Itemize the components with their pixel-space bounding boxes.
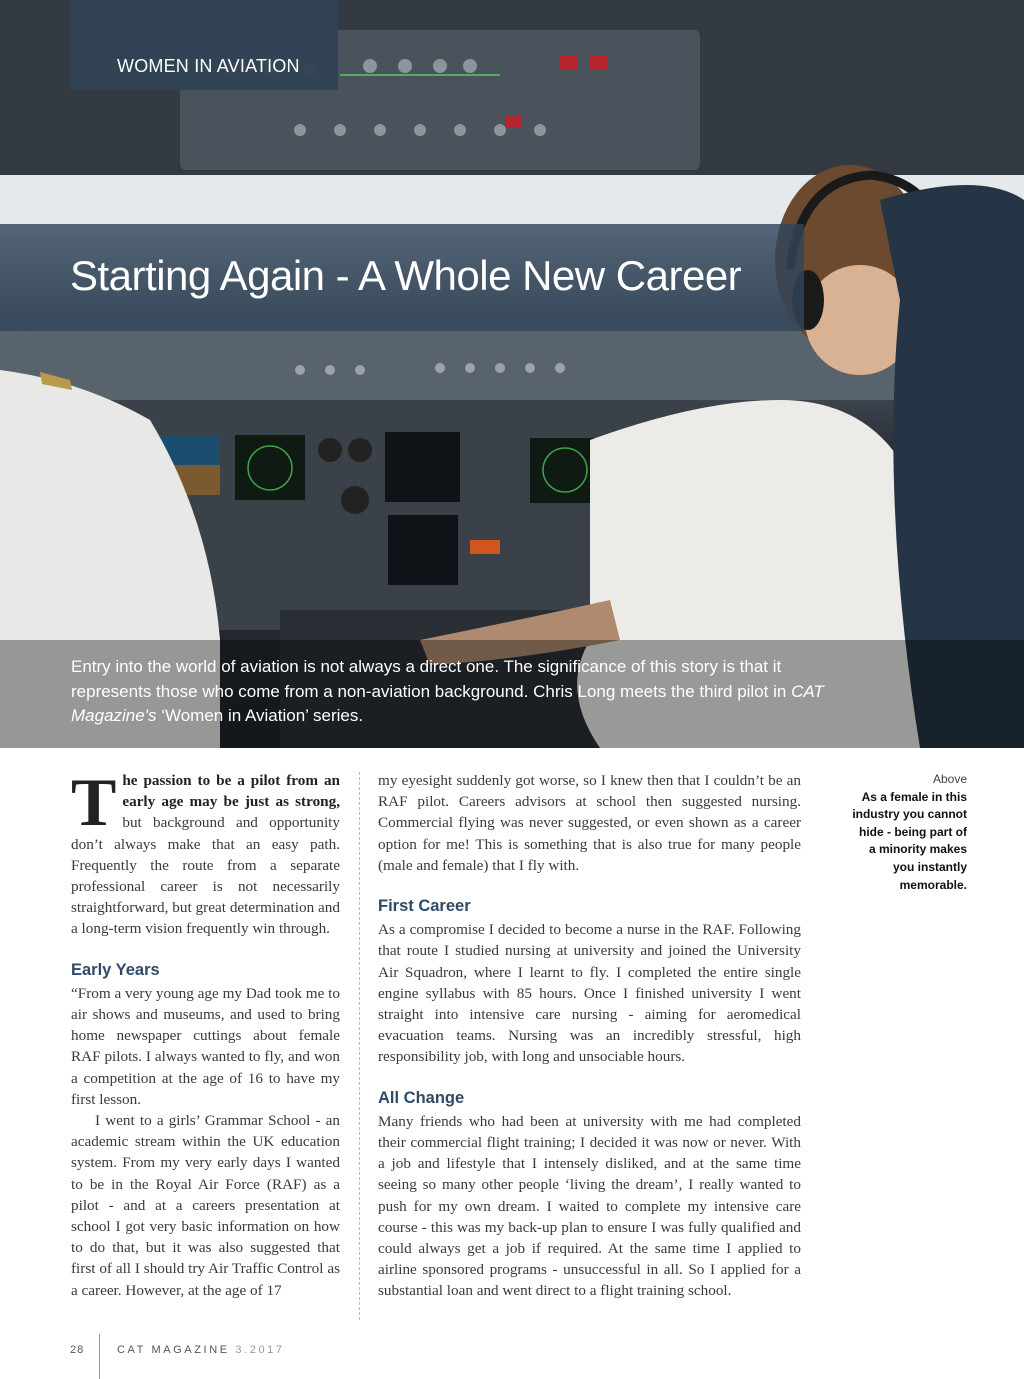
magazine-name: CAT MAGAZINE [117, 1344, 230, 1356]
section-label: WOMEN IN AVIATION [117, 56, 300, 76]
standfirst-magazine: CAT Magazine's [71, 681, 824, 725]
body-paragraph: my eyesight suddenly got worse, so I knew then that I couldn’t be an RAF pilot. Careers advisors at school then suggested nursing. Commercial flying was never suggested, or even shown as a career option for me! This is something that is also true for many people (male and female) that I fly with. [378, 772, 801, 874]
standfirst-author: Chris Long [533, 681, 616, 701]
subhead-early-years: Early Years [71, 960, 160, 979]
page-number: 28 [70, 1344, 85, 1356]
magazine-issue: 3.2017 [235, 1344, 285, 1356]
lead-paragraph [71, 764, 340, 940]
subhead-all-change: All Change [378, 1088, 465, 1107]
lead-text: but background and opportunity don’t always make that an easy path. Frequently the route from a separate professional career is not necessarily straightforward, but great determination and a long-term vision frequently win through. [71, 814, 340, 938]
headline: Starting Again - A Whole New Career [70, 252, 742, 299]
body-paragraph: “From a very young age my Dad took me to air shows and museums, and used to bring home newspaper cuttings about female RAF pilots. I always wanted to fly, and won a competition at the age of 16 to have my first lesson. [71, 984, 340, 1108]
photo-caption [850, 771, 967, 894]
lead-bold-text: he passion to be a pilot from an early age may be just as strong, [122, 772, 340, 811]
standfirst-text: ‘Women in Aviation’ series. [156, 706, 364, 725]
column-divider [359, 772, 360, 1320]
column-2 [378, 770, 801, 1302]
body-paragraph: As a compromise I decided to become a nurse in the RAF. Following that route I studied nursing at university and joined the University Air Squadron, where I learnt to fly. I completed the entire single engine syllabus with 85 hours. Once I finished university I went straight into intensive care nursing - aiming for aeromedical evacuation teams. Nursing was an incredibly stressful, high responsibility job, with long and unsociable hours. [378, 921, 801, 1066]
caption-label: Above [932, 772, 967, 786]
body-paragraph: Many friends who had been at university with me had completed their commercial flight training; I decided it was now or never. With a job and lifestyle that I intensely disliked, and at the same time seeing so many other people ‘living the dream’, I really wanted to push for my own dream. I waited to complete my intensive care course - this was my back-up plan to ensure I was fully qualified and could always get a job if required. At the same time I applied to airline sponsored programs - unsuccessful in all. So I applied for a substantial loan and went direct to a flight training school. [378, 1112, 801, 1300]
magazine-footer [117, 1344, 285, 1356]
standfirst-text: meets the third pilot in [615, 681, 792, 701]
drop-cap: T [71, 764, 117, 840]
standfirst-text: Entry into the world of aviation is not always a direct one. The significance of this story is that it represents those who come from a non-aviation background. [71, 657, 782, 701]
standfirst [71, 655, 861, 729]
column-1 [71, 764, 340, 1301]
subhead-first-career: First Career [378, 897, 471, 916]
caption-text: As a female in this industry you cannot hide - being part of a minority makes you instantly memorable. [852, 789, 967, 892]
footer-divider [99, 1334, 100, 1379]
body-paragraph: I went to a girls’ Grammar School - an academic stream within the UK education system. From my very early days I wanted to be in the Royal Air Force (RAF) as a pilot - and at a careers presentation at school I got very basic information on how to do that, but it was also suggested that first of all I should try Air Traffic Control as a career. However, at the age of 17 [71, 1112, 340, 1299]
